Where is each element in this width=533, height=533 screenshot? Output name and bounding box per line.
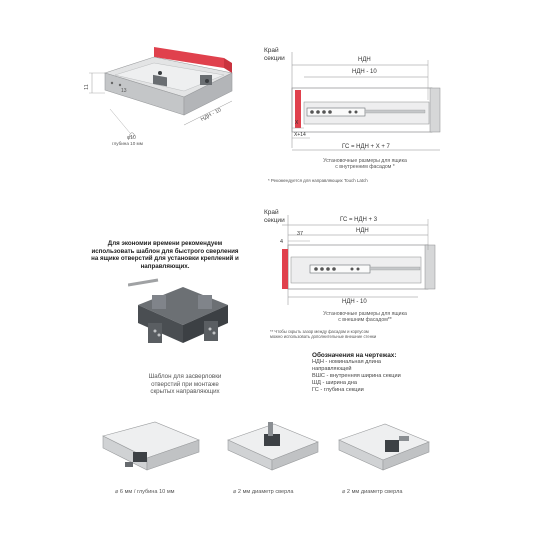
legend-line: направляющей	[312, 366, 352, 372]
section-edge-label: Край секции	[264, 47, 285, 62]
template-headline: Для экономии времени рекомендуем использовать шаблон для быстрого сверления на ящике отверстий для установки креплений и направляющих.	[91, 240, 239, 270]
step-3-illustration	[333, 418, 433, 480]
ndn-minus-10-label: НДН - 10	[342, 299, 367, 305]
ndn-label: НДН	[358, 57, 371, 63]
hole-diameter-label: φ10	[127, 135, 136, 141]
legend-line: ВШС - внутренняя ширина секции	[312, 373, 401, 379]
legend	[312, 352, 452, 394]
internal-facade-caption: Установочные размеры для ящика с внутренним фасадом *	[323, 158, 407, 171]
internal-facade-footnote: * Рекомендуется для направляющих Touch Latch	[268, 178, 368, 183]
external-facade-caption: Установочные размеры для ящика с внешним фасадом**	[323, 311, 407, 324]
x-label: X	[295, 120, 299, 126]
rail-slide	[310, 265, 370, 273]
x-plus-14-label: X+14	[294, 132, 306, 138]
drilling-template-image	[128, 275, 238, 365]
dim-depth-label: НДН - 10	[199, 107, 223, 123]
gs-formula-label: ГС = НДН + X + 7	[342, 144, 390, 150]
template-caption: Шаблон для засверловки отверстий при монтаже скрытых направляющих	[148, 373, 222, 396]
facade-red	[282, 249, 288, 289]
ndn-label: НДН	[356, 228, 369, 234]
step-1-caption: ⌀ 6 мм / глубина 10 мм	[115, 489, 175, 495]
dim-4-label: 4	[280, 239, 283, 245]
step-3-caption: ⌀ 2 мм диаметр сверла	[342, 489, 403, 495]
diagram-internal-facade	[260, 40, 450, 190]
ndn-minus-10-label: НДН - 10	[352, 69, 377, 75]
legend-line: НДН - номинальная длина	[312, 359, 382, 365]
diagram-external-facade	[260, 205, 450, 350]
hole-depth-label: глубина 10 мм	[112, 141, 143, 146]
legend-title: Обозначения на чертежах:	[312, 352, 397, 359]
step-1-illustration	[95, 418, 205, 480]
step-2-caption: ⌀ 2 мм диаметр сверла	[233, 489, 294, 495]
dim-37-label: 37	[297, 231, 303, 237]
dim-hole-label: 13	[121, 88, 127, 94]
legend-line: ШД - ширина дна	[312, 380, 357, 386]
legend-line: ГС - глубина секции	[312, 387, 364, 393]
step-2-illustration	[222, 418, 322, 480]
drawer-3d-illustration	[80, 35, 255, 160]
section-edge-label: Край секции	[264, 209, 285, 224]
gs-formula-label: ГС = НДН + 3	[340, 217, 378, 223]
dim-height-label: 11	[83, 84, 90, 90]
external-facade-footnote: ** Чтобы скрыть зазор между фасадом и корпусом можно использовать дополнительные внешние стенки	[270, 329, 377, 340]
